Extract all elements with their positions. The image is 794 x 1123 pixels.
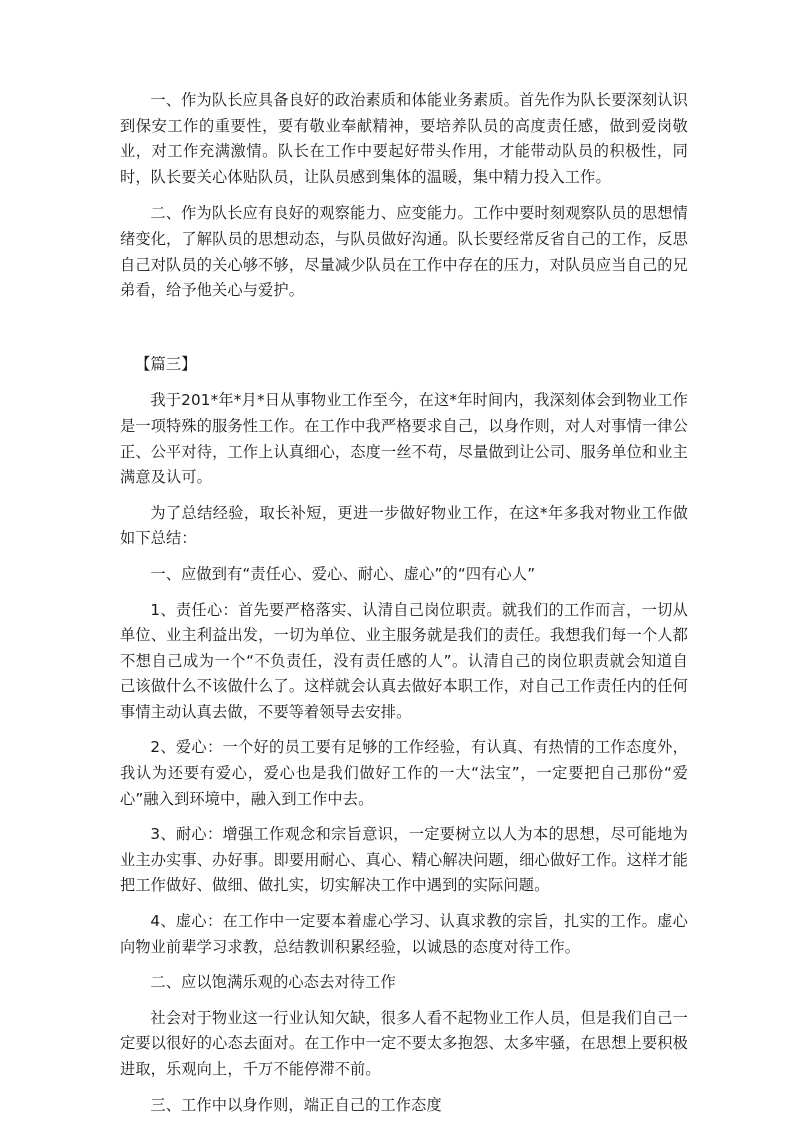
paragraph-patience: 3、耐心：增强工作观念和宗旨意识，一定要树立以人为本的思想，尽可能地为业主办实事、办好事。即要用耐心、真心、精心解决问题，细心做好工作。这样才能把工作做好、做细、做扎实，切实解决工作中遇到的实际问题。 xyxy=(120,825,688,895)
paragraph-love: 2、爱心：一个好的员工要有足够的工作经验，有认真、有热情的工作态度外，我认为还要有爱心，爱心也是我们做好工作的一大“法宝”，一定要把自己那份“爱心”融入到环境中，融入到工作中去。 xyxy=(120,738,688,808)
paragraph-responsibility: 1、责任心：首先要严格落实、认清自己岗位职责。就我们的工作而言，一切从单位、业主利益出发，一切为单位、业主服务就是我们的责任。我想我们每一个人都不想自己成为一个“不负责任，没有责任感的人”。认清自己的岗位职责就会知道自己该做什么不该做什么了。这样就会认真去做好本职工作，对自己工作责任内的任何事情主动认真去做，不要等着领导去安排。 xyxy=(120,600,688,721)
paragraph-modesty: 4、虚心：在工作中一定要本着虚心学习、认真求教的宗旨，扎实的工作。虚心向物业前辈学习求教，总结教训积累经验，以诚恳的态度对待工作。 xyxy=(120,912,688,956)
paragraph-intro: 我于201*年*月*日从事物业工作至今，在这*年时间内，我深刻体会到物业工作是一项特殊的服务性工作。在工作中我严格要求自己，以身作则，对人对事情一律公正、公平对待，工作上认真细心，态度一丝不苟，尽量做到让公司、服务单位和业主满意及认可。 xyxy=(120,391,688,487)
subheading-lead-by-example: 三、工作中以身作则，端正自己的工作态度 xyxy=(150,1095,442,1114)
subheading-optimism: 二、应以饱满乐观的心态去对待工作 xyxy=(150,973,396,992)
document-body xyxy=(120,88,688,1118)
paragraph-captain-observation: 二、作为队长应有良好的观察能力、应变能力。工作中要时刻观察队员的思想情绪变化，了解队员的思想动态，与队员做好沟通。队长要经常反省自己的工作，反思自己对队员的关心够不够，尽量减少队员在工作中存在的压力，对队员应当自己的兄弟看，给予他关心与爱护。 xyxy=(120,204,688,300)
paragraph-attitude: 社会对于物业这一行业认知欠缺，很多人看不起物业工作人员，但是我们自己一定要以很好的心态去面对。在工作中一定不要太多抱怨、太多牢骚，在思想上要积极进取，乐观向上，千万不能停滞不前。 xyxy=(120,1008,688,1078)
subheading-four-hearts: 一、应做到有“责任心、爱心、耐心、虚心”的“四有心人” xyxy=(150,564,536,583)
section-heading-part-three: 【篇三】 xyxy=(135,354,197,373)
paragraph-captain-quality: 一、作为队长应具备良好的政治素质和体能业务素质。首先作为队长要深刻认识到保安工作的重要性，要有敬业奉献精神，要培养队员的高度责任感，做到爱岗敬业，对工作充满激情。队长在工作中要起好带头作用，才能带动队员的积极性，同时，队长要关心体贴队员，让队员感到集体的温暖，集中精力投入工作。 xyxy=(120,91,688,186)
paragraph-summary-lead: 为了总结经验，取长补短，更进一步做好物业工作，在这*年多我对物业工作做如下总结： xyxy=(120,503,688,548)
